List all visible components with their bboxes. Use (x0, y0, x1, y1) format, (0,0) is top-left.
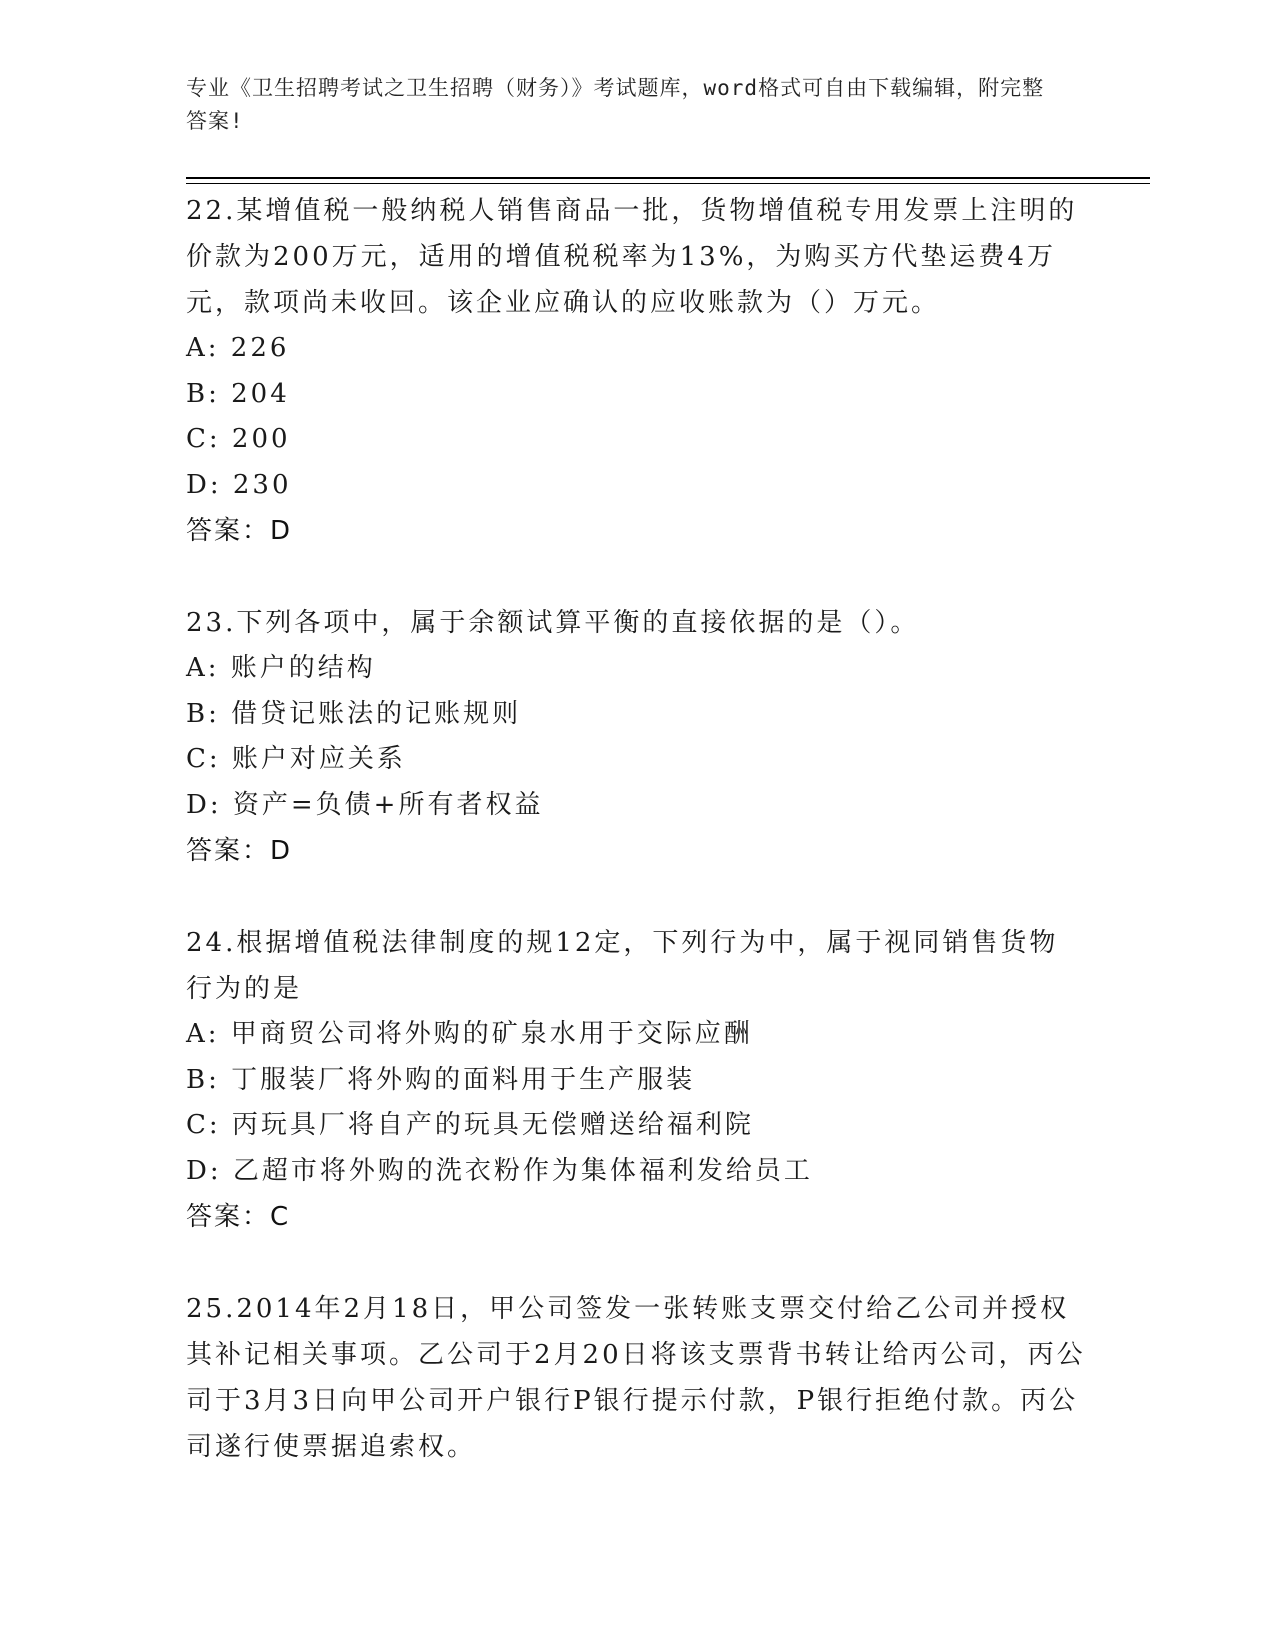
option-b: B: 借贷记账法的记账规则 (186, 698, 522, 729)
option-c: C: 账户对应关系 (186, 744, 406, 774)
question-text: 22.某增值税一般纳税人销售商品一批，货物增值税专用发票上注明的价款为200万元，适用的增值税税率为13%，为购买方代垫运费4万元，款项尚未收回。该企业应确认的应收账款为（）万元。 (186, 196, 1078, 318)
option-c: C: 200 (186, 424, 291, 454)
option-d: D: 230 (186, 469, 292, 500)
option-a: A: 账户的结构 (186, 653, 376, 683)
option-a: A: 226 (186, 333, 290, 363)
option-b: B: 204 (186, 378, 290, 409)
header-title: 专业《卫生招聘考试之卫生招聘（财务）》考试题库，word格式可自由下载编辑，附完整答案! (186, 76, 1045, 133)
option-a: A: 甲商贸公司将外购的矿泉水用于交际应酬 (186, 1019, 753, 1049)
question-24 (186, 920, 1086, 1240)
question-22 (186, 188, 1086, 554)
answer: 答案：D (186, 516, 293, 546)
question-23 (186, 600, 1086, 874)
option-d: D: 资产=负债+所有者权益 (186, 789, 544, 820)
header-divider-thick (186, 177, 1150, 179)
option-b: B: 丁服装厂将外购的面料用于生产服装 (186, 1064, 696, 1095)
question-25 (186, 1286, 1086, 1470)
question-text: 23.下列各项中，属于余额试算平衡的直接依据的是（）。 (186, 608, 920, 638)
header-divider-thin (186, 183, 1150, 184)
question-list (186, 188, 1086, 1516)
document-header (186, 72, 1066, 138)
answer: 答案：D (186, 836, 293, 866)
question-text: 25.2014年2月18日，甲公司签发一张转账支票交付给乙公司并授权其补记相关事项。乙公司于2月20日将该支票背书转让给丙公司，丙公司于3月3日向甲公司开户银行P银行提示付款，P银行拒绝付款。丙公司遂行使票据追索权。 (186, 1294, 1086, 1462)
question-text: 24.根据增值税法律制度的规12定，下列行为中，属于视同销售货物行为的是 (186, 928, 1059, 1004)
answer: 答案：C (186, 1202, 291, 1232)
option-c: C: 丙玩具厂将自产的玩具无偿赠送给福利院 (186, 1110, 754, 1140)
option-d: D: 乙超市将外购的洗衣粉作为集体福利发给员工 (186, 1155, 813, 1186)
